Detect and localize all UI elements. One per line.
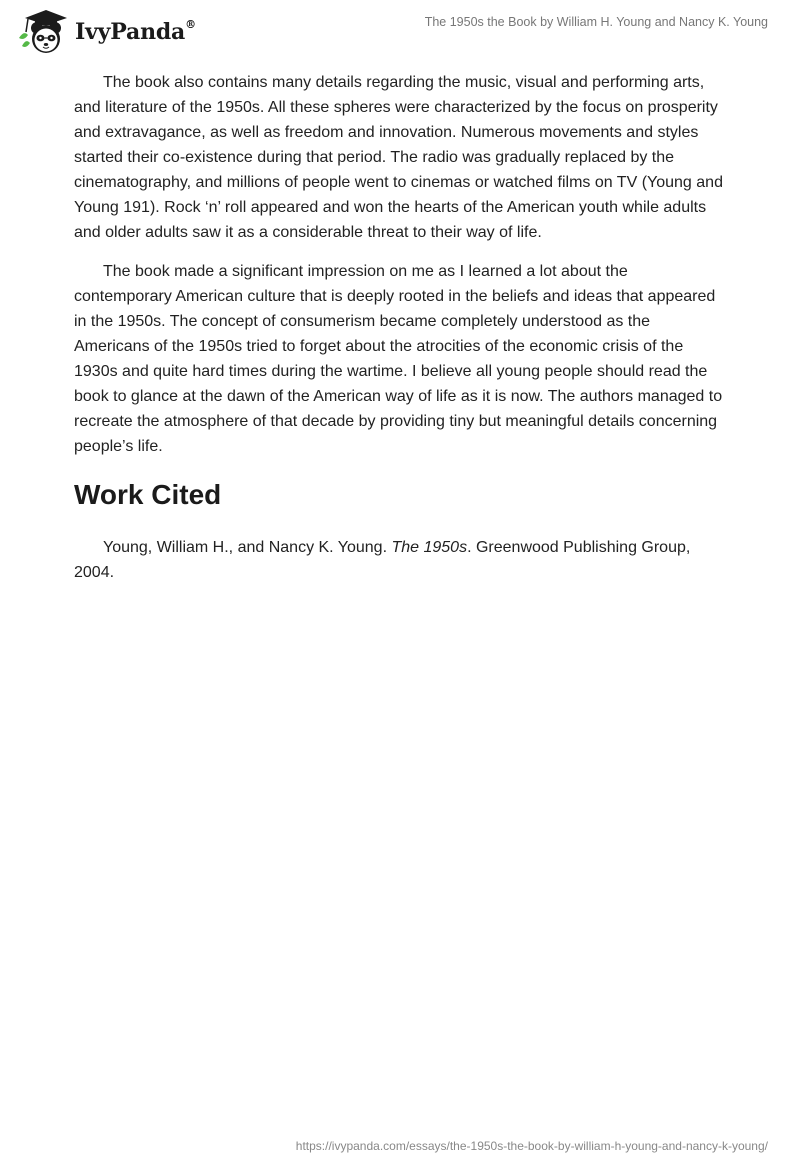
source-url[interactable]: https://ivypanda.com/essays/the-1950s-the-book-by-william-h-young-and-nancy-k-young/ (295, 1139, 768, 1153)
citation-authors: Young, William H., and Nancy K. Young. (103, 539, 392, 556)
document-title: The 1950s the Book by William H. Young and Nancy K. Young (424, 15, 768, 29)
paragraph-2: The book made a significant impression on me as I learned a lot about the contemporary American culture that is deeply rooted in the beliefs and ideas that appeared in the 1950s. The concept of consumerism became completely understood as the Americans of the 1950s tried to forget about the atrocities of the economic crisis of the 1930s and quite hard times during the wartime. I believe all young people should read the book to glance at the dawn of the American way of life as it is now. The authors managed to recreate the atmosphere of that decade by providing tiny but meaningful details concerning people’s life. (74, 263, 723, 455)
panda-graduation-cap-icon (15, 8, 73, 56)
citation-publisher: . Greenwood Publishing Group, 2004. (74, 539, 691, 581)
paragraph-1: The book also contains many details regarding the music, visual and performing arts, and literature of the 1950s. All these spheres were characterized by the focus on prosperity and extravagance, as well as freedom and innovation. Numerous movements and styles started their co-existence during that period. The radio was gradually replaced by the cinematography, and millions of people went to cinemas or watched films on TV (Young and Young 191). Rock ‘n’ roll appeared and won the hearts of the American youth while adults and older adults saw it as a considerable threat to their way of life. (74, 74, 723, 241)
registered-mark: ® (185, 17, 196, 31)
citation-entry (74, 535, 726, 585)
page-header (0, 0, 800, 62)
ivypanda-logo[interactable] (15, 8, 196, 56)
works-cited-heading: Work Cited (74, 479, 222, 510)
citation-title: The 1950s (391, 539, 468, 556)
essay-body (74, 70, 726, 585)
brand-name: IvyPanda® (75, 17, 196, 45)
